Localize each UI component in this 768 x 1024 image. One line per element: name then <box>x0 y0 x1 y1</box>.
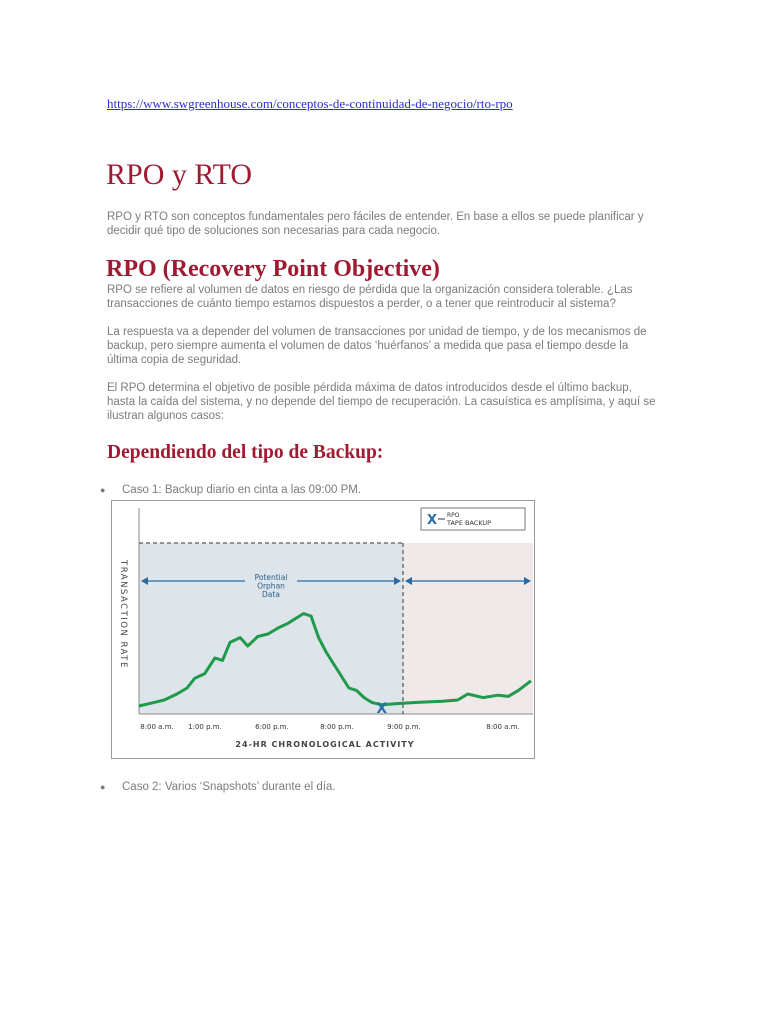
rpo-paragraph-1: RPO se refiere al volumen de datos en riesgo de pérdida que la organización considera tolerable. ¿Las transacciones de cuánto tiempo estamos dispuestos a perder, o a tener que reintroducir al sistema? <box>107 284 633 310</box>
post-backup-region <box>403 543 533 714</box>
x-tick-label: 8:00 p.m. <box>320 723 354 731</box>
annotation-line: Potential <box>254 573 288 582</box>
bullet-icon: ● <box>100 485 106 495</box>
x-tick-label: 8:00 a.m. <box>140 723 174 731</box>
x-tick-label: 8:00 a.m. <box>486 723 520 731</box>
annotation-line: Data <box>262 590 280 599</box>
x-tick-label: 9:00 p.m. <box>387 723 421 731</box>
legend-rpo-label: RPO <box>447 512 460 519</box>
list-item-text: Caso 2: Varios ‘Snapshots’ durante el día. <box>122 781 336 793</box>
orphan-data-region <box>139 543 403 714</box>
rpo-paragraph-2: La respuesta va a depender del volumen de transacciones por unidad de tiempo, y de los mecanismos de backup, pero siempre aumenta el volumen de datos ‘huérfanos’ a medida que pasa el tiempo desde la última copia de seguridad. <box>107 326 647 366</box>
list-item <box>100 780 336 794</box>
backup-heading: Dependiendo del tipo de Backup: <box>107 442 384 463</box>
x-axis-label: 24-HR CHRONOLOGICAL ACTIVITY <box>235 740 415 749</box>
rpo-tape-backup-chart <box>111 500 535 759</box>
backup-x-icon: X <box>376 701 388 717</box>
bullet-icon: ● <box>100 782 106 792</box>
list-item <box>100 483 361 497</box>
source-link[interactable]: https://www.swgreenhouse.com/conceptos-de-continuidad-de-negocio/rto-rpo <box>107 96 513 111</box>
legend-x-icon: X <box>427 513 438 528</box>
intro-paragraph: RPO y RTO son conceptos fundamentales pero fáciles de entender. En base a ellos se puede planificar y decidir qué tipo de soluciones son necesarias para cada negocio. <box>107 211 644 237</box>
rpo-heading: RPO (Recovery Point Objective) <box>106 256 440 282</box>
page-title: RPO y RTO <box>106 158 253 191</box>
x-tick-label: 1:00 p.m. <box>188 723 222 731</box>
y-axis-label: TRANSACTION RATE <box>118 560 128 669</box>
rpo-paragraph-3: El RPO determina el objetivo de posible pérdida máxima de datos introducidos desde el último backup, hasta la caída del sistema, y no depende del tiempo de recuperación. La casuística es amplísima, y aquí se ilustran algunos casos: <box>107 382 656 422</box>
legend-tape-backup-label: TAPE BACKUP <box>447 519 492 527</box>
chart-svg <box>111 500 535 759</box>
annotation-line: Orphan <box>257 581 285 591</box>
x-tick-label: 6:00 p.m. <box>255 723 289 731</box>
list-item-text: Caso 1: Backup diario en cinta a las 09:00 PM. <box>122 484 362 496</box>
